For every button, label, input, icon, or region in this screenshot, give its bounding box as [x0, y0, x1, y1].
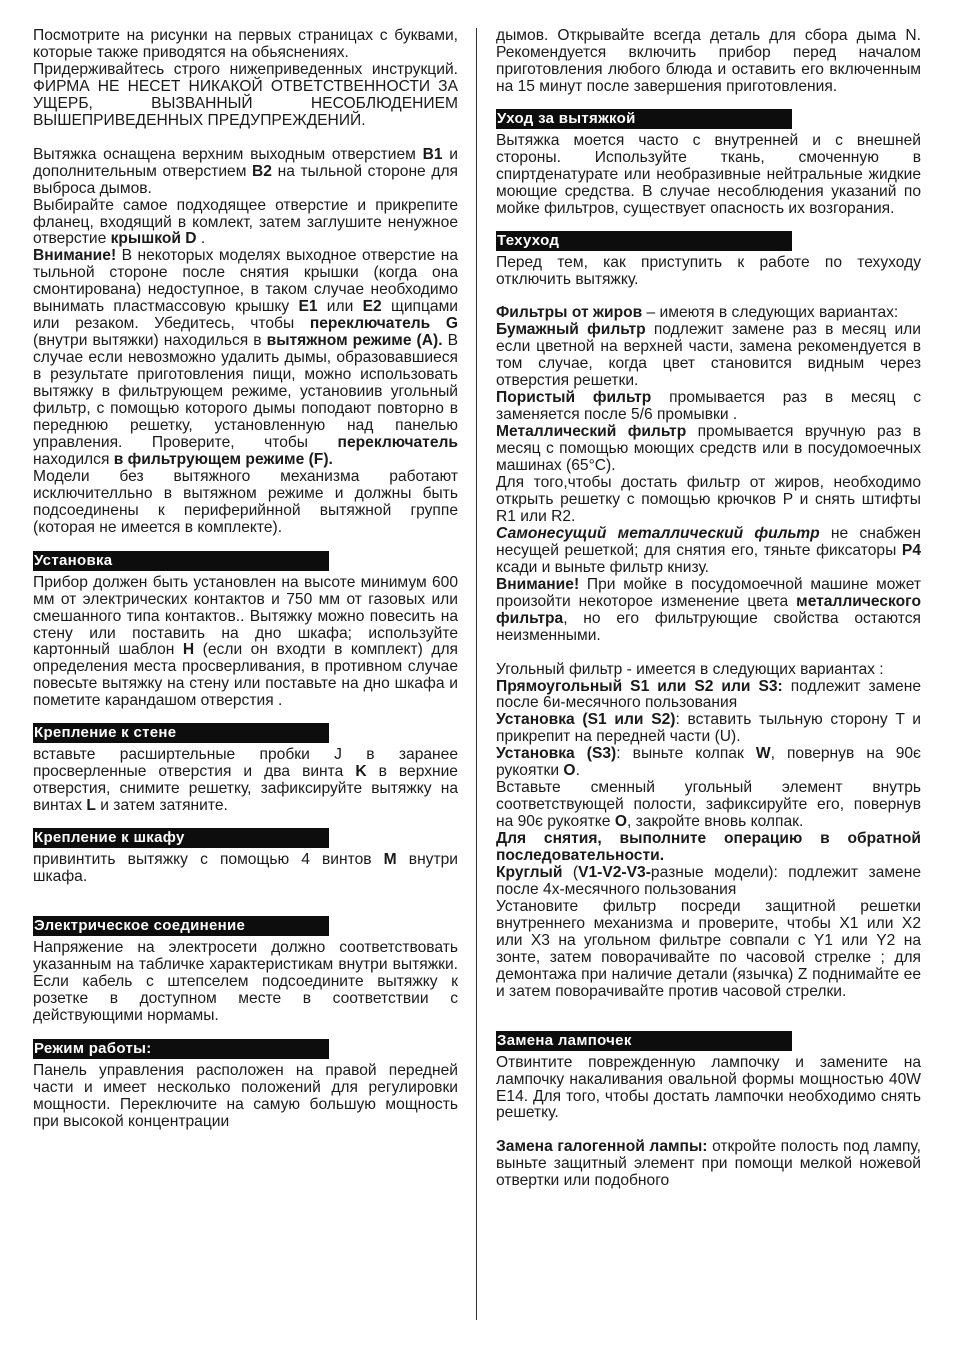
halogen-paragraph: Замена галогенной лампы: откройте полость под лампу, выньте защитный элемент при помощи мелкой ножевой отвертки или подобного	[496, 1138, 921, 1190]
mode-paragraph: Панель управления расположен на правой передней части и имеет несколько положений для регулировки мощности. Переключите на самую большую мощность при высокой концентрации	[33, 1061, 458, 1130]
insert-carbon-paragraph: Вставьте сменный угольный элемент внутрь соответствующей полости, зафиксируйте его, повернув на 90є рукоятке O, закройте вновь колпак.	[496, 779, 921, 831]
continued-paragraph: дымов. Открывайте всегда деталь для сбора дыма N. Рекомендуется включить прибор перед началом приготовления любого блюда и оставить его включенным на 15 минут после завершения приготовления.	[496, 27, 921, 95]
lamp-paragraph: Отвинтите поврежденную лампочку и замените на лампочку накаливания овальной формы мощностью 40W E14. Для того, чтобы достать лампочки необходимо снять решетку.	[496, 1053, 921, 1122]
install-s1-s2-paragraph: Установка (S1 или S2): вставить тыльную сторону T и прикрепит на передней части (U).	[496, 711, 921, 746]
no-motor-paragraph: Модели без вытяжного механизма работают исключителльно в вытяжном режиме и должны быть подсоединены к периферийнной вытяжной группе (которая не имеется в комплекте).	[33, 467, 458, 536]
round-filter-paragraph: Круглый (V1-V2-V3-разные модели): подлежит замене после 4х-месячного пользования	[496, 863, 921, 898]
section-heading-install: Установка	[33, 551, 329, 571]
flange-paragraph: Выбирайте самое подходящее отверстие и прикрепите фланец, входящий в комлект, затем заглушите ненужное отверстие крышкой D .	[33, 196, 458, 248]
install-s3-paragraph: Установка (S3): выньте колпак W, повернув на 90є рукоятки O.	[496, 745, 921, 780]
outlets-paragraph: Вытяжка оснащена верхним выходным отверстием B1 и дополнительным отверстием B2 на тыльной стороне для выброса дымов.	[33, 145, 458, 197]
care-paragraph: Вытяжка моется часто с внутренней и с внешней стороны. Используйте ткань, смоченную в спиртденатурате или необразивные нейтральные жидкие моющие средства. В случае несоблюдения указаний по мойке фильтров, существует опасность их возгорания.	[496, 131, 921, 217]
warning-paragraph: Придерживайтесь строго нижеприведенных инструкций. ФИРМА НЕ НЕСЕТ НИКАКОЙ ОТВЕТСТВЕННОСТИ ЗА УЩЕРБ, ВЫЗВАННЫЙ НЕСОБЛЮДЕНИЕМ ВЫШЕПРИВЕДЕННЫХ ПРЕДУПРЕЖДЕНИЙ.	[33, 60, 458, 129]
reverse-order-paragraph: Для снятия, выполните операцию в обратной последовательности.	[496, 830, 921, 865]
metal-filter-paragraph: Металлический фильтр промывается вручную раз в месяц с помощью моющих средств или в посудомоечных машинах (65°C).	[496, 423, 921, 475]
maintenance-paragraph: Перед тем, как приступить к работе по техуходу отключить вытяжку.	[496, 253, 921, 288]
wall-paragraph: вставьте расширтельные пробки J в заранее просверленные отверстия и два винта K в верхние отверстия, снимите решетку, зафиксируйте вытяжку на винтах L и затем затяните.	[33, 746, 458, 815]
rectangular-filter-paragraph: Прямоугольный S1 или S2 или S3: подлежит замене после 6и-месячного пользования	[496, 677, 921, 712]
column-divider	[476, 28, 477, 1320]
porous-filter-paragraph: Пористый фильтр промывается раз в месяц с заменяется после 5/6 промывки .	[496, 389, 921, 424]
self-supporting-filter-paragraph: Самонесущий металлический фильтр не снабжен несущей решеткой; для снятия его, тяньте фиксаторы P4 ксади и выньте фильтр книзу.	[496, 524, 921, 576]
remove-filter-paragraph: Для того,чтобы достать фильтр от жиров, необходимо открыть решетку с помощью крючков P и снять штифты R1 или R2.	[496, 474, 921, 525]
cabinet-paragraph: привинтить вытяжку с помощью 4 винтов M внутри шкафа.	[33, 851, 458, 886]
section-heading-electric: Электрическое соединение	[33, 916, 329, 936]
section-heading-wall: Крепление к стене	[33, 723, 329, 743]
right-column	[496, 28, 921, 1190]
install-paragraph: Прибор должен быть установлен на высоте минимум 600 мм от электрических контактов и 750 мм от газовых или смешанного типа контактов.. Вытяжку можно повесить на стену или поставить на дно шкафа; используйте картонный шаблон H (если он входти в комплект) для определения места просверливания, в противном случае повесьте вытяжку на стену или поставьте на дно шкафа и пометите карандашом отверстия .	[33, 573, 458, 710]
grease-filters-paragraph: Фильтры от жиров – имеютя в следующих вариантах:	[496, 304, 899, 322]
paper-filter-paragraph: Бумажный фильтр подлежит замене раз в месяц или если цветной на верхней части, замена рекомендуется в том случае, когда цвет становится видным через отверстия решетки.	[496, 321, 921, 390]
attention-paragraph: Внимание! В некоторых моделях выходное отверстие на тыльной стороне после снятия крышки (когда она смонтирована) недоступное, в таком случае необходимо вынимать пластмассовую крышку E1 или E2 щипцами или резаком. Убедитесь, чтобы переключатель G (внутри вытяжки) находилься в вытяжном режиме (A). В случае если невозможно удалить дымы, образовавшиеся в результате приготовления пищи, можно использовать вытяжку в фильтрующем режиме, установиив угольный фильтр, с помощью которого дымы поподают повторно в переднюю решетку, установленную над панелью управления. Проверите, чтобы переключатель находился в фильтрующем режиме (F).	[33, 247, 459, 468]
section-heading-mode: Режим работы:	[33, 1039, 329, 1059]
left-column	[33, 28, 458, 1131]
section-heading-cabinet: Крепление к шкафу	[33, 828, 329, 848]
electric-paragraph: Напряжение на электросети должно соответствовать указанным на табличке характеристикам внутри вытяжки. Если кабель с штепселем подсоедините вытяжку к розетке в доступном месте в соответствии с действующими нормамы.	[33, 938, 458, 1024]
intro-paragraph: Посмотрите на рисунки на первых страницах с буквами, которые также приводятся на обьяснениях.	[33, 27, 458, 61]
section-heading-maintenance: Техуход	[496, 231, 792, 251]
section-heading-care: Уход за вытяжкой	[496, 109, 792, 129]
carbon-filter-paragraph: Угольный фильтр - имеется в следующих вариантах :	[496, 660, 884, 678]
section-heading-lamp: Замена лампочек	[496, 1031, 792, 1051]
round-install-paragraph: Установите фильтр посреди защитной решетки внутреннего механизма и проверите, чтобы X1 или X2 или X3 на угольном фильтре совпали с Y1 или Y2 на зонте, затем поворачивайте по часовой стрелке ; для демонтажа при наличие детали (язычка) Z поднимайте ее и затем поворачивайте против часовой стрелки.	[496, 897, 921, 1000]
dishwasher-warning-paragraph: Внимание! При мойке в посудомоечной машине может произойти некоторое изменение цвета металлического фильтра, но его фильтрующие свойства остаются неизменными.	[496, 575, 921, 644]
